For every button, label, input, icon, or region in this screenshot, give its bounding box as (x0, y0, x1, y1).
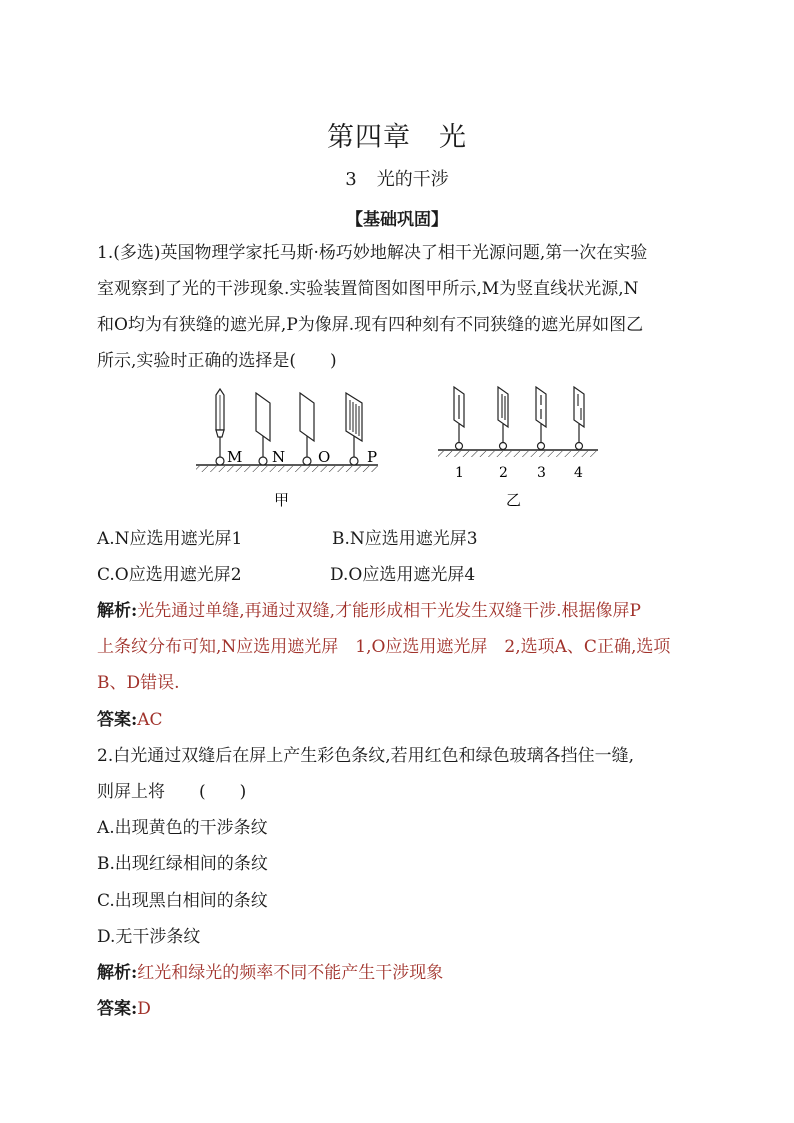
label-p: P (367, 448, 378, 466)
label-1: 1 (455, 465, 464, 481)
q1-analysis-line-1 (97, 601, 641, 621)
light-source-m (216, 389, 224, 465)
q2-option-d: D.无干涉条纹 (97, 927, 201, 947)
q1-line-3: 和O均为有狭缝的遮光屏,P为像屏.现有四种刻有不同狭缝的遮光屏如图乙 (97, 315, 644, 335)
q1-line-4: 所示,实验时正确的选择是( ) (97, 351, 337, 371)
q1-option-b: B.N应选用遮光屏3 (332, 529, 478, 549)
q2-answer (97, 999, 151, 1019)
q1-option-a: A.N应选用遮光屏1 (97, 529, 243, 549)
image-screen-p (346, 393, 362, 465)
label-m: M (227, 448, 243, 466)
q1-line-1: 1.(多选)英国物理学家托马斯·杨巧妙地解决了相干光源问题,第一次在实验 (97, 243, 648, 263)
label-2: 2 (499, 465, 508, 481)
caption-jia: 甲 (274, 491, 290, 509)
section-title (0, 165, 794, 191)
q1-option-c: C.O应选用遮光屏2 (97, 565, 242, 585)
q1-analysis-label: 解析: (97, 601, 138, 621)
q1-figure (0, 385, 794, 515)
q1-line-2: 室观察到了光的干涉现象.实验装置简图如图甲所示,M为竖直线状光源,N (97, 279, 639, 299)
chapter-title: 第四章 光 (327, 122, 467, 153)
screen-3 (536, 387, 546, 450)
q2-answer-value: D (137, 999, 151, 1019)
q2-line-2: 则屏上将 ( ) (97, 782, 247, 802)
figure-yi (438, 387, 598, 509)
q1-option-d: D.O应选用遮光屏4 (330, 565, 476, 585)
slit-screen-n (256, 393, 270, 465)
screen-4 (574, 387, 584, 450)
caption-yi: 乙 (506, 491, 522, 509)
label-3: 3 (537, 465, 546, 481)
screen-1 (454, 387, 464, 450)
q1-answer-label: 答案: (97, 710, 138, 730)
q1-analysis-line-2: 上条纹分布可知,N应选用遮光屏 1,O应选用遮光屏 2,选项A、C正确,选项 (97, 637, 671, 657)
section-name: 光的干涉 (376, 169, 449, 190)
label-n: N (272, 448, 286, 466)
label-o: O (318, 448, 331, 466)
section-heading: 【基础巩固】 (346, 210, 448, 230)
figure-jia (196, 389, 378, 509)
q1-analysis-text-1: 光先通过单缝,再通过双缝,才能形成相干光发生双缝干涉.根据像屏P (137, 601, 641, 621)
q1-analysis-line-3: B、D错误. (97, 673, 180, 693)
q2-option-c: C.出现黑白相间的条纹 (97, 891, 268, 911)
q2-option-a: A.出现黄色的干涉条纹 (97, 818, 268, 838)
section-number: 3 (345, 169, 357, 190)
q1-answer (97, 710, 163, 730)
screen-2 (498, 387, 508, 450)
q2-analysis (97, 963, 443, 983)
slit-screen-o (300, 393, 314, 465)
q2-line-1: 2.白光通过双缝后在屏上产生彩色条纹,若用红色和绿色玻璃各挡住一缝, (97, 746, 635, 766)
q1-answer-value: AC (137, 710, 163, 730)
q2-analysis-label: 解析: (97, 963, 138, 983)
q2-analysis-text: 红光和绿光的频率不同不能产生干涉现象 (137, 963, 444, 983)
label-4: 4 (574, 465, 583, 481)
q2-option-b: B.出现红绿相间的条纹 (97, 854, 268, 874)
q2-answer-label: 答案: (97, 999, 138, 1019)
